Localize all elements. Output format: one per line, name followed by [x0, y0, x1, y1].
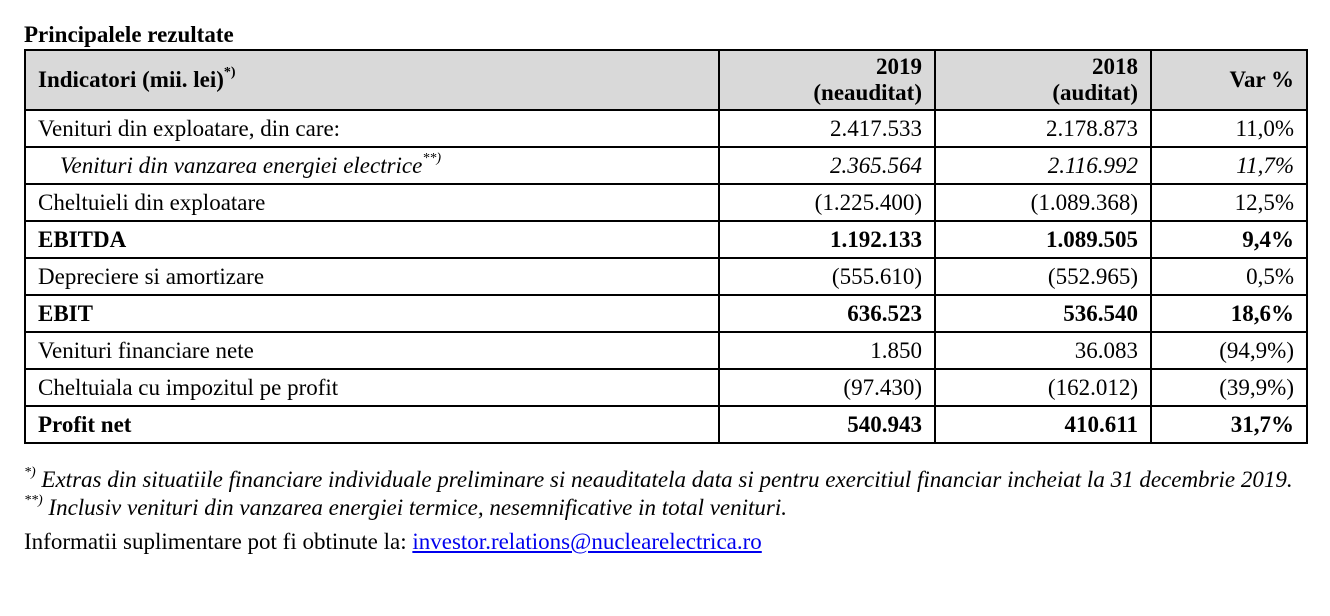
table-row — [25, 258, 1307, 295]
row-value-2018: 36.083 — [935, 332, 1151, 369]
table-row — [25, 110, 1307, 147]
row-label: Profit net — [25, 406, 719, 443]
row-var-percent: 0,5% — [1151, 258, 1307, 295]
row-var-percent: 11,0% — [1151, 110, 1307, 147]
row-value-2019: (1.225.400) — [719, 184, 935, 221]
row-value-2019: 2.365.564 — [719, 147, 935, 184]
row-value-2019: 2.417.533 — [719, 110, 935, 147]
footnote-2: **) Inclusiv venituri din vanzarea energiei termice, nesemnificative in total venituri. — [24, 493, 787, 520]
row-value-2018: (552.965) — [935, 258, 1151, 295]
row-value-2018: 2.116.992 — [935, 147, 1151, 184]
row-value-2018: 410.611 — [935, 406, 1151, 443]
table-row — [25, 147, 1307, 184]
row-label: EBITDA — [25, 221, 719, 258]
row-label: Venituri din exploatare, din care: — [25, 110, 719, 147]
header-indicator-footnote: *) — [223, 65, 236, 81]
footnote-1: *) Extras din situatiile financiare individuale preliminare si neauditatela data si pentru exercitiul financiar incheiat la 31 decembrie 2019. — [24, 465, 1293, 492]
table-row — [25, 221, 1307, 258]
row-value-2019: 1.850 — [719, 332, 935, 369]
row-footnote-marker: **) — [422, 150, 442, 166]
row-value-2018: 2.178.873 — [935, 110, 1151, 147]
investor-relations-email-link[interactable]: investor.relations@nuclearelectrica.ro — [412, 529, 762, 554]
row-value-2019: 540.943 — [719, 406, 935, 443]
row-value-2019: (555.610) — [719, 258, 935, 295]
row-label: Cheltuiala cu impozitul pe profit — [25, 369, 719, 406]
header-2019: 2019 (neauditat) — [719, 50, 935, 110]
row-label: Venituri financiare nete — [25, 332, 719, 369]
row-value-2019: (97.430) — [719, 369, 935, 406]
row-var-percent: (39,9%) — [1151, 369, 1307, 406]
table-row — [25, 369, 1307, 406]
row-var-percent: 12,5% — [1151, 184, 1307, 221]
table-row — [25, 295, 1307, 332]
table-row — [25, 406, 1307, 443]
contact-info: Informatii suplimentare pot fi obtinute la: investor.relations@nuclearelectrica.ro — [24, 529, 762, 554]
header-indicator: Indicatori (mii. lei)*) — [25, 50, 719, 110]
header-2018: 2018 (auditat) — [935, 50, 1151, 110]
row-label: Cheltuieli din exploatare — [25, 184, 719, 221]
row-value-2019: 636.523 — [719, 295, 935, 332]
row-value-2018: 536.540 — [935, 295, 1151, 332]
row-label: Venituri din vanzarea energiei electrice**) — [25, 147, 719, 184]
results-table — [24, 49, 1308, 444]
table-row — [25, 184, 1307, 221]
footnotes — [24, 466, 1314, 556]
row-value-2018: 1.089.505 — [935, 221, 1151, 258]
row-var-percent: (94,9%) — [1151, 332, 1307, 369]
table-header-row — [25, 50, 1307, 110]
row-value-2018: (162.012) — [935, 369, 1151, 406]
row-value-2019: 1.192.133 — [719, 221, 935, 258]
row-value-2018: (1.089.368) — [935, 184, 1151, 221]
row-var-percent: 18,6% — [1151, 295, 1307, 332]
row-var-percent: 31,7% — [1151, 406, 1307, 443]
row-label: EBIT — [25, 295, 719, 332]
table-row — [25, 332, 1307, 369]
row-label: Depreciere si amortizare — [25, 258, 719, 295]
page-title: Principalele rezultate — [24, 22, 234, 47]
row-var-percent: 9,4% — [1151, 221, 1307, 258]
row-var-percent: 11,7% — [1151, 147, 1307, 184]
header-var: Var % — [1151, 50, 1307, 110]
